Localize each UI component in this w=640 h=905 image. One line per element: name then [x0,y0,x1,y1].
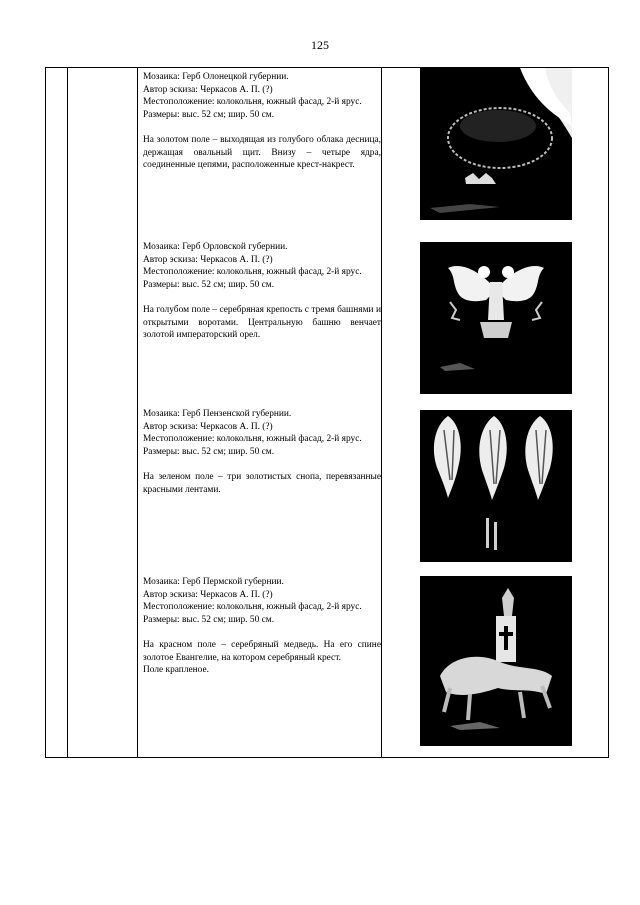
oryol-coat-of-arms-photo [420,242,572,394]
olonets-coat-of-arms-photo [420,68,572,220]
entry-location: Местоположение: колокольня, южный фасад, 2-й ярус. [143,602,362,613]
penza-coat-of-arms-photo [420,410,572,562]
column-divider-2 [137,68,138,757]
column-divider-1 [67,68,68,757]
page-number: 125 [311,38,329,52]
perm-coat-of-arms-photo [420,576,572,746]
entry-description: На голубом поле – серебряная крепость с тремя башнями и открытыми воротами. Центральную башню венчает золотой императорский орел. [143,304,381,341]
entry-location: Местоположение: колокольня, южный фасад, 2-й ярус. [143,97,362,108]
entry-description: На красном поле – серебряный медведь. На его спине золотое Евангелие, на котором серебряный крест. [143,639,381,663]
entry-description: На зеленом поле – три золотистых снопа, перевязанные красными лентами. [143,471,381,495]
catalog-table [45,67,609,758]
catalog-entry-oryol [143,241,381,342]
column-divider-3 [381,68,382,757]
entry-title: Мозаика: Герб Олонецкой губернии. [143,72,289,82]
entry-size: Размеры: выс. 52 см; шир. 50 см. [143,614,275,625]
catalog-entry-perm [143,576,381,677]
catalog-entry-penza [143,408,381,496]
entry-author: Автор эскиза: Черкасов А. П. (?) [143,254,273,265]
entry-size: Размеры: выс. 52 см; шир. 50 см. [143,446,275,457]
entry-size: Размеры: выс. 52 см; шир. 50 см. [143,279,275,290]
entry-title: Мозаика: Герб Орловской губернии. [143,242,288,252]
entry-size: Размеры: выс. 52 см; шир. 50 см. [143,109,275,120]
entry-author: Автор эскиза: Черкасов А. П. (?) [143,84,273,95]
entry-author: Автор эскиза: Черкасов А. П. (?) [143,589,273,600]
entry-location: Местоположение: колокольня, южный фасад, 2-й ярус. [143,267,362,278]
catalog-entry-olonets [143,71,381,172]
entry-note: Поле крапленое. [143,665,209,676]
entry-description: На золотом поле – выходящая из голубого облака десница, держащая овальный щит. Внизу – четыре ядра, соединенные цепями, расположенные крест-накрест. [143,134,381,171]
entry-location: Местоположение: колокольня, южный фасад, 2-й ярус. [143,434,362,445]
entry-author: Автор эскиза: Черкасов А. П. (?) [143,421,273,432]
entry-title: Мозаика: Герб Пермской губернии. [143,577,284,587]
entry-title: Мозаика: Герб Пензенской губернии. [143,409,292,419]
